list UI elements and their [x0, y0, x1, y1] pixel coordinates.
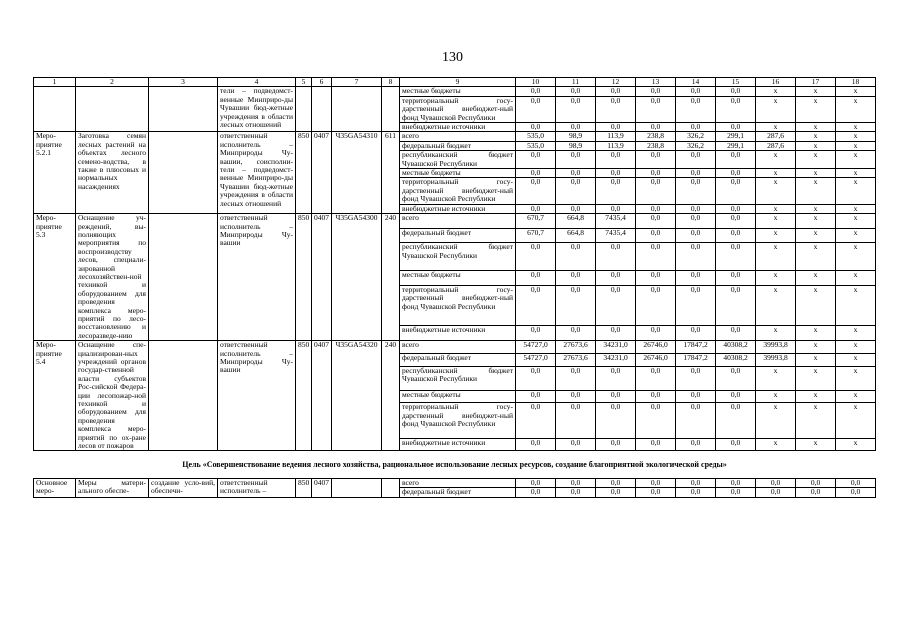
amount-cell: 0,0	[676, 214, 716, 229]
amount-cell: 0,0	[596, 96, 636, 122]
amount-cell: 0,0	[676, 204, 716, 213]
amount-cell: 0,0	[516, 243, 556, 271]
amount-cell: 0,0	[596, 366, 636, 390]
amount-cell: 670,7	[516, 228, 556, 243]
table-row	[34, 341, 876, 354]
table-row	[34, 132, 876, 141]
funding-source: федеральный бюджет	[400, 488, 516, 497]
amount-cell: x	[796, 243, 836, 271]
amount-cell: 0,0	[556, 169, 596, 178]
funding-source: федеральный бюджет	[400, 353, 516, 366]
amount-cell: 98,9	[556, 141, 596, 150]
amount-cell: 0,0	[716, 228, 756, 243]
amount-cell: 0,0	[556, 478, 596, 487]
funding-source: местные бюджеты	[400, 271, 516, 286]
amount-cell: x	[756, 228, 796, 243]
amount-cell: 0,0	[636, 87, 676, 96]
amount-cell: 54727,0	[516, 353, 556, 366]
funding-source: местные бюджеты	[400, 390, 516, 403]
amount-cell: 0,0	[636, 169, 676, 178]
amount-cell: 0,0	[596, 478, 636, 487]
amount-cell: 0,0	[556, 285, 596, 326]
amount-cell: x	[796, 169, 836, 178]
amount-cell: 326,2	[676, 132, 716, 141]
amount-cell: 299,1	[716, 141, 756, 150]
target-article-code: Ч35GA54320	[332, 341, 382, 451]
amount-cell: x	[756, 403, 796, 438]
amount-cell: x	[836, 438, 876, 451]
amount-cell: 238,8	[636, 132, 676, 141]
amount-cell: x	[796, 366, 836, 390]
amount-cell: 0,0	[596, 438, 636, 451]
amount-cell: 113,9	[596, 141, 636, 150]
amount-cell: 0,0	[556, 243, 596, 271]
amount-cell: 0,0	[636, 214, 676, 229]
funding-source: внебюджетные источники	[400, 438, 516, 451]
amount-cell: x	[756, 169, 796, 178]
amount-cell: 0,0	[516, 151, 556, 169]
amount-cell: 0,0	[676, 326, 716, 341]
amount-cell: 0,0	[596, 488, 636, 497]
amount-cell: 54727,0	[516, 341, 556, 354]
funding-source: местные бюджеты	[400, 87, 516, 96]
amount-cell: 0,0	[516, 326, 556, 341]
amount-cell: 287,6	[756, 141, 796, 150]
event-name-cell: Меры матери-ального обеспе-	[76, 478, 149, 497]
amount-cell: 0,0	[636, 123, 676, 132]
amount-cell: 0,0	[556, 271, 596, 286]
amount-cell: 0,0	[676, 228, 716, 243]
amount-cell: x	[836, 228, 876, 243]
amount-cell: 34231,0	[596, 341, 636, 354]
amount-cell: x	[756, 390, 796, 403]
expense-type-code: 240	[382, 214, 400, 341]
amount-cell: 0,0	[516, 178, 556, 204]
amount-cell: x	[836, 141, 876, 150]
amount-cell: x	[796, 228, 836, 243]
amount-cell: 0,0	[636, 488, 676, 497]
amount-cell: 0,0	[676, 438, 716, 451]
amount-cell: 0,0	[516, 96, 556, 122]
amount-cell: x	[836, 353, 876, 366]
expense-type-code: 240	[382, 341, 400, 451]
column-number: 7	[332, 78, 382, 87]
amount-cell: x	[796, 132, 836, 141]
amount-cell: 0,0	[636, 390, 676, 403]
amount-cell: x	[756, 271, 796, 286]
amount-cell: 0,0	[796, 478, 836, 487]
amount-cell: 0,0	[716, 390, 756, 403]
column-number: 8	[382, 78, 400, 87]
amount-cell: 0,0	[676, 169, 716, 178]
amount-cell: 113,9	[596, 132, 636, 141]
amount-cell: x	[836, 243, 876, 271]
amount-cell: 0,0	[596, 243, 636, 271]
funding-source: республиканский бюджет Чувашской Республики	[400, 243, 516, 271]
funding-source: внебюджетные источники	[400, 123, 516, 132]
amount-cell: 0,0	[596, 326, 636, 341]
amount-cell: 0,0	[516, 123, 556, 132]
amount-cell: 0,0	[636, 285, 676, 326]
indicator-cell	[149, 87, 218, 132]
amount-cell: x	[796, 214, 836, 229]
amount-cell: x	[756, 151, 796, 169]
amount-cell: x	[796, 96, 836, 122]
amount-cell: x	[796, 204, 836, 213]
amount-cell: 7435,4	[596, 228, 636, 243]
amount-cell: 0,0	[596, 169, 636, 178]
amount-cell: 0,0	[716, 87, 756, 96]
section-code: 0407	[312, 478, 332, 497]
grbs-code: 850	[296, 341, 312, 451]
amount-cell: 0,0	[676, 123, 716, 132]
amount-cell: 0,0	[716, 285, 756, 326]
indicator-cell	[149, 214, 218, 341]
amount-cell: 0,0	[676, 390, 716, 403]
amount-cell: 26746,0	[636, 353, 676, 366]
amount-cell: 0,0	[596, 390, 636, 403]
funding-source: внебюджетные источники	[400, 204, 516, 213]
amount-cell: 40308,2	[716, 353, 756, 366]
amount-cell: 0,0	[636, 243, 676, 271]
amount-cell: 0,0	[636, 438, 676, 451]
amount-cell: 0,0	[516, 285, 556, 326]
amount-cell: x	[796, 390, 836, 403]
amount-cell: 0,0	[636, 366, 676, 390]
amount-cell: 0,0	[716, 169, 756, 178]
funding-source: всего	[400, 478, 516, 487]
amount-cell: 0,0	[516, 169, 556, 178]
amount-cell: x	[836, 151, 876, 169]
amount-cell: x	[796, 141, 836, 150]
amount-cell: 0,0	[556, 326, 596, 341]
column-number: 17	[796, 78, 836, 87]
amount-cell: x	[836, 390, 876, 403]
amount-cell: 0,0	[556, 123, 596, 132]
amount-cell: 0,0	[556, 390, 596, 403]
column-number: 13	[636, 78, 676, 87]
amount-cell: 0,0	[596, 285, 636, 326]
amount-cell: 0,0	[716, 271, 756, 286]
amount-cell: 0,0	[836, 488, 876, 497]
amount-cell: 0,0	[516, 366, 556, 390]
amount-cell: 664,8	[556, 228, 596, 243]
amount-cell: 299,1	[716, 132, 756, 141]
amount-cell: 0,0	[636, 403, 676, 438]
funding-source: республиканский бюджет Чувашской Республики	[400, 151, 516, 169]
amount-cell: 0,0	[716, 478, 756, 487]
amount-cell: x	[756, 178, 796, 204]
column-number: 18	[836, 78, 876, 87]
funding-source: всего	[400, 214, 516, 229]
target-article-code: Ч35GA54310	[332, 132, 382, 214]
amount-cell: 0,0	[596, 204, 636, 213]
amount-cell: 0,0	[596, 151, 636, 169]
amount-cell: x	[756, 285, 796, 326]
funding-source: территориальный госу-дарственный внебюджет-ный фонд Чувашской Республики	[400, 96, 516, 122]
amount-cell: 535,0	[516, 141, 556, 150]
amount-cell: x	[836, 204, 876, 213]
amount-cell: 0,0	[556, 204, 596, 213]
column-number: 6	[312, 78, 332, 87]
amount-cell: 0,0	[716, 151, 756, 169]
amount-cell: 0,0	[756, 478, 796, 487]
amount-cell: 0,0	[596, 403, 636, 438]
amount-cell: 0,0	[676, 178, 716, 204]
amount-cell: x	[756, 366, 796, 390]
responsible-cell: ответственный исполнитель – Минприроды Чу-вашии	[218, 214, 296, 341]
indicator-cell	[149, 341, 218, 451]
amount-cell: x	[756, 87, 796, 96]
column-number: 10	[516, 78, 556, 87]
event-cell	[34, 87, 76, 132]
grbs-code: 850	[296, 214, 312, 341]
column-number: 3	[149, 78, 218, 87]
amount-cell: 0,0	[516, 204, 556, 213]
column-number: 11	[556, 78, 596, 87]
amount-cell: 287,6	[756, 132, 796, 141]
target-article-code: Ч35GA54300	[332, 214, 382, 341]
amount-cell: x	[836, 366, 876, 390]
funding-source: местные бюджеты	[400, 169, 516, 178]
amount-cell: 535,0	[516, 132, 556, 141]
column-number: 12	[596, 78, 636, 87]
section-code: 0407	[312, 341, 332, 451]
target-article-code	[332, 478, 382, 497]
amount-cell: 0,0	[716, 96, 756, 122]
amount-cell: 0,0	[716, 243, 756, 271]
amount-cell: 0,0	[516, 478, 556, 487]
amount-cell: 0,0	[596, 87, 636, 96]
amount-cell: 0,0	[676, 271, 716, 286]
responsible-cell: ответственный исполнитель – Минприроды Чу-вашии, соисполни-тели – подведомст-венные Минприро-ды Чувашии бюд-жетные учреждения в области лесных отношений	[218, 132, 296, 214]
amount-cell: x	[836, 341, 876, 354]
amount-cell: x	[796, 326, 836, 341]
amount-cell: 670,7	[516, 214, 556, 229]
budget-table	[33, 77, 876, 498]
section-code: 0407	[312, 132, 332, 214]
responsible-cell: тели – подведомст-венные Минприро-ды Чувашии бюд-жетные учреждения в области лесных отношений	[218, 87, 296, 132]
amount-cell: x	[836, 403, 876, 438]
column-number: 1	[34, 78, 76, 87]
amount-cell: x	[796, 341, 836, 354]
amount-cell: 0,0	[636, 151, 676, 169]
funding-source: федеральный бюджет	[400, 141, 516, 150]
amount-cell: x	[756, 204, 796, 213]
amount-cell: x	[796, 438, 836, 451]
page-number: 130	[442, 50, 463, 65]
amount-cell: 0,0	[516, 403, 556, 438]
amount-cell: 0,0	[516, 390, 556, 403]
amount-cell: 0,0	[716, 123, 756, 132]
amount-cell: 0,0	[636, 326, 676, 341]
amount-cell: 0,0	[716, 366, 756, 390]
amount-cell: 238,8	[636, 141, 676, 150]
amount-cell: 0,0	[556, 488, 596, 497]
amount-cell: 0,0	[636, 178, 676, 204]
table-row	[34, 478, 876, 487]
funding-source: республиканский бюджет Чувашской Республики	[400, 366, 516, 390]
amount-cell: 39993,8	[756, 353, 796, 366]
column-number: 2	[76, 78, 149, 87]
amount-cell: 0,0	[716, 204, 756, 213]
table-row	[34, 87, 876, 96]
amount-cell: x	[836, 96, 876, 122]
amount-cell: x	[836, 178, 876, 204]
funding-source: всего	[400, 341, 516, 354]
funding-source: территориальный госу-дарственный внебюджет-ный фонд Чувашской Республики	[400, 285, 516, 326]
code-cell	[332, 87, 382, 132]
amount-cell: 0,0	[836, 478, 876, 487]
amount-cell: 0,0	[556, 438, 596, 451]
funding-source: внебюджетные источники	[400, 326, 516, 341]
column-number: 4	[218, 78, 296, 87]
amount-cell: 17847,2	[676, 341, 716, 354]
indicator-cell: создание усло-вий, обеспечи-	[149, 478, 218, 497]
amount-cell: 0,0	[676, 151, 716, 169]
amount-cell: x	[796, 87, 836, 96]
event-cell: Меро-приятие 5.2.1	[34, 132, 76, 214]
amount-cell: 326,2	[676, 141, 716, 150]
amount-cell: 0,0	[676, 87, 716, 96]
amount-cell: 0,0	[516, 87, 556, 96]
amount-cell: 664,8	[556, 214, 596, 229]
goal-row	[34, 451, 876, 478]
amount-cell: x	[796, 403, 836, 438]
column-number: 15	[716, 78, 756, 87]
amount-cell: x	[836, 271, 876, 286]
amount-cell: 0,0	[516, 488, 556, 497]
amount-cell: 0,0	[636, 271, 676, 286]
event-name-cell: Заготовка семян лесных растений на объектах лесного семено-водства, в также в плюсовых и нормальных насаждениях	[76, 132, 149, 214]
column-number: 9	[400, 78, 516, 87]
event-cell: Меро-приятие 5.3	[34, 214, 76, 341]
section-code: 0407	[312, 214, 332, 341]
column-number: 5	[296, 78, 312, 87]
amount-cell: x	[836, 87, 876, 96]
code-cell	[296, 87, 312, 132]
amount-cell: x	[836, 214, 876, 229]
amount-cell: x	[756, 96, 796, 122]
amount-cell: 0,0	[556, 96, 596, 122]
funding-source: территориальный госу-дарственный внебюджет-ный фонд Чувашской Республики	[400, 178, 516, 204]
amount-cell: x	[756, 243, 796, 271]
funding-source: территориальный госу-дарственный внебюджет-ный фонд Чувашской Республики	[400, 403, 516, 438]
amount-cell: 0,0	[676, 366, 716, 390]
code-cell	[382, 87, 400, 132]
amount-cell: 0,0	[676, 403, 716, 438]
amount-cell: 0,0	[596, 178, 636, 204]
amount-cell: x	[756, 123, 796, 132]
amount-cell: x	[756, 214, 796, 229]
amount-cell: x	[796, 178, 836, 204]
amount-cell: x	[836, 285, 876, 326]
event-name-cell: Оснащение уч-реждений, вы-полняющих мероприятия по воспроизводству лесов, специали-зированной лесохозяйствен-ной техникой и оборудованием для проведения комплекса меро-приятий по лесо-восстановлению и лесоразведе-нию	[76, 214, 149, 341]
amount-cell: 0,0	[556, 403, 596, 438]
amount-cell: 0,0	[596, 123, 636, 132]
expense-type-code	[382, 478, 400, 497]
amount-cell: 0,0	[676, 285, 716, 326]
grbs-code: 850	[296, 132, 312, 214]
indicator-cell	[149, 132, 218, 214]
amount-cell: 0,0	[596, 271, 636, 286]
amount-cell: 0,0	[516, 271, 556, 286]
header-row	[34, 78, 876, 87]
event-cell: Меро-приятие 5.4	[34, 341, 76, 451]
amount-cell: 0,0	[676, 488, 716, 497]
responsible-cell: ответственный исполнитель – Минприроды Чу-вашии	[218, 341, 296, 451]
column-number: 14	[676, 78, 716, 87]
amount-cell: x	[836, 132, 876, 141]
amount-cell: 0,0	[676, 478, 716, 487]
funding-source: всего	[400, 132, 516, 141]
amount-cell: 0,0	[716, 214, 756, 229]
funding-source: федеральный бюджет	[400, 228, 516, 243]
amount-cell: x	[796, 285, 836, 326]
amount-cell: 27673,6	[556, 353, 596, 366]
amount-cell: 98,9	[556, 132, 596, 141]
amount-cell: 0,0	[716, 488, 756, 497]
table-row	[34, 214, 876, 229]
expense-type-code: 611	[382, 132, 400, 214]
amount-cell: 0,0	[796, 488, 836, 497]
amount-cell: 0,0	[556, 178, 596, 204]
responsible-cell: ответственный исполнитель –	[218, 478, 296, 497]
amount-cell: 0,0	[516, 438, 556, 451]
amount-cell: 0,0	[716, 403, 756, 438]
amount-cell: 0,0	[676, 243, 716, 271]
amount-cell: 0,0	[636, 204, 676, 213]
amount-cell: 0,0	[556, 366, 596, 390]
amount-cell: 40308,2	[716, 341, 756, 354]
amount-cell: 0,0	[716, 326, 756, 341]
amount-cell: 0,0	[756, 488, 796, 497]
amount-cell: 26746,0	[636, 341, 676, 354]
goal-title: Цель «Совершенствование ведения лесного хозяйства, рациональное использование лесных ресурсов, создание благоприятной экологической среды»	[182, 460, 727, 470]
amount-cell: 0,0	[636, 96, 676, 122]
amount-cell: x	[796, 123, 836, 132]
amount-cell: 0,0	[556, 87, 596, 96]
amount-cell: 17847,2	[676, 353, 716, 366]
amount-cell: x	[796, 271, 836, 286]
amount-cell: 0,0	[676, 96, 716, 122]
amount-cell: 0,0	[716, 178, 756, 204]
amount-cell: x	[836, 123, 876, 132]
amount-cell: 0,0	[636, 228, 676, 243]
amount-cell: 0,0	[636, 478, 676, 487]
amount-cell: 7435,4	[596, 214, 636, 229]
amount-cell: x	[796, 151, 836, 169]
amount-cell: x	[836, 326, 876, 341]
event-name-cell: Оснащение спе-циализирован-ных учреждений органов государ-ственной власти субъектов Рос-сийской Федера-ции лесопожар-ной техникой и оборудованием для проведения комплекса меро-приятий по ох-ране лесов от пожаров	[76, 341, 149, 451]
amount-cell: 0,0	[716, 438, 756, 451]
event-name-cell	[76, 87, 149, 132]
event-cell: Основное меро-	[34, 478, 76, 497]
code-cell	[312, 87, 332, 132]
amount-cell: x	[836, 169, 876, 178]
grbs-code: 850	[296, 478, 312, 497]
amount-cell: x	[756, 438, 796, 451]
amount-cell: x	[756, 326, 796, 341]
column-number: 16	[756, 78, 796, 87]
amount-cell: 34231,0	[596, 353, 636, 366]
amount-cell: 39993,8	[756, 341, 796, 354]
amount-cell: 27673,6	[556, 341, 596, 354]
amount-cell: 0,0	[556, 151, 596, 169]
amount-cell: x	[796, 353, 836, 366]
